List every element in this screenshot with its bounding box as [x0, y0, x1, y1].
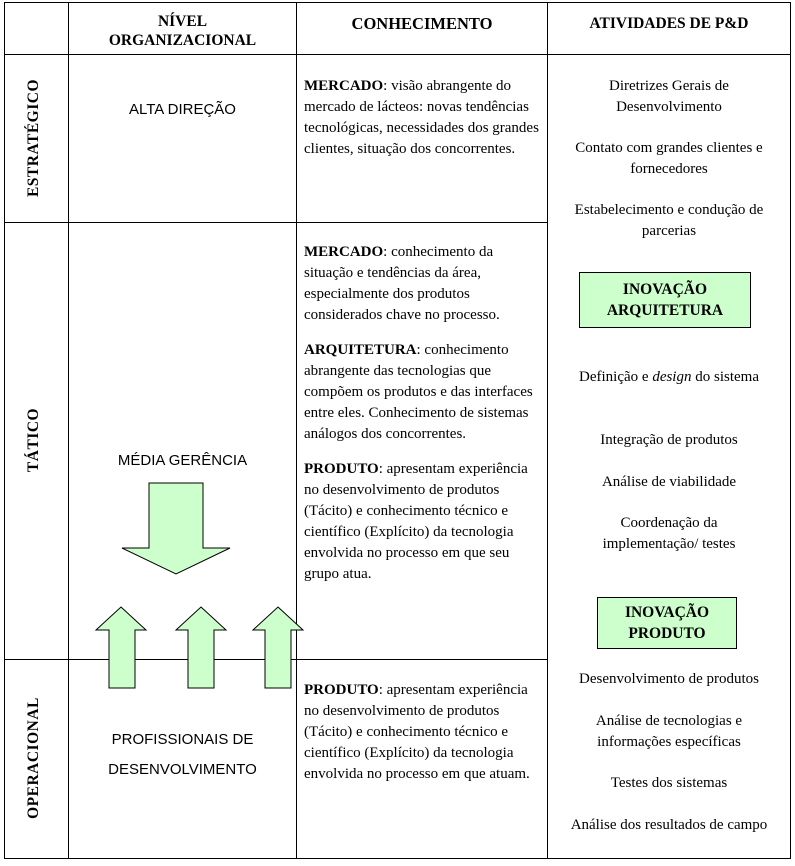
activity-coordenacao-text: Coordenação da implementação/ testes	[602, 515, 736, 552]
border-header-bottom	[4, 54, 791, 55]
border-right	[790, 2, 791, 859]
knowledge-produto1-label: PRODUTO	[304, 461, 379, 477]
activity-resultados-campo	[548, 815, 790, 836]
activity-contato	[548, 138, 790, 180]
activity-parcerias	[548, 200, 790, 242]
activity-contato-text: Contato com grandes clientes e fornecedores	[575, 140, 763, 177]
header-atividades-text: ATIVIDADES DE P&D	[589, 15, 749, 32]
org-profissionais-line1: PROFISSIONAIS DE	[111, 731, 254, 748]
activity-analise-tecnologias-text: Análise de tecnologias e informações específicas	[595, 713, 743, 750]
knowledge-mercado1-label: MERCADO	[304, 78, 384, 94]
knowledge-mercado2-label: MERCADO	[304, 244, 384, 260]
inovacao-produto-box	[597, 597, 737, 649]
inovacao-arquitetura-line2: ARQUITETURA	[606, 302, 724, 319]
activity-testes: Testes dos sistemas	[610, 775, 728, 791]
header-conhecimento	[297, 14, 547, 34]
knowledge-arquitetura-text: : conhecimento abrangente das tecnologias que compõem os produtos e das interfaces entre eles. Conhecimento de sistemas análogos dos concorrentes.	[304, 342, 533, 442]
inovacao-produto-line2: PRODUTO	[628, 625, 706, 642]
activity-definicao-pre: Definição e	[579, 369, 653, 385]
knowledge-mercado2-text: : conhecimento da situação e tendências da área, especialmente dos produtos considerados chave no processo.	[304, 244, 500, 323]
knowledge-estrategico	[304, 76, 542, 160]
level-tatico: TÁTICO	[25, 407, 42, 473]
knowledge-produto2-label: PRODUTO	[304, 682, 379, 698]
knowledge-produto1-text: : apresentam experiência no desenvolvimento de produtos (Tácito) e conhecimento técnico e científico (Explícito) da tecnologia envolvida no processo em que seu grupo atua.	[304, 461, 528, 582]
activity-parcerias-text: Estabelecimento e condução de parcerias	[574, 202, 764, 239]
header-nivel-text: NÍVEL ORGANIZACIONAL	[108, 13, 257, 49]
org-profissionais-line2: DESENVOLVIMENTO	[108, 761, 257, 778]
knowledge-produto1	[304, 459, 544, 585]
border-col2	[296, 2, 297, 859]
row-sep-estrategico	[4, 222, 547, 223]
border-top	[4, 2, 791, 3]
activity-diretrizes	[548, 76, 790, 118]
activity-integracao: Integração de produtos	[600, 432, 738, 448]
knowledge-operacional	[304, 680, 542, 785]
header-atividades	[548, 14, 790, 33]
inovacao-arquitetura-line1: INOVAÇÃO	[622, 281, 708, 298]
up-arrow-icon-middle	[176, 607, 226, 688]
knowledge-tatico	[304, 242, 544, 599]
border-left	[4, 2, 5, 859]
activity-definicao-post: do sistema	[691, 369, 759, 385]
knowledge-mercado1-text: : visão abrangente do mercado de lácteos: novas tendências tecnológicas, necessidades dos grandes clientes, situação dos concorrentes.	[304, 78, 539, 157]
knowledge-mercado2	[304, 242, 544, 326]
knowledge-arquitetura-label: ARQUITETURA	[304, 342, 417, 358]
level-estrategico: ESTRATÉGICO	[25, 78, 42, 198]
header-nivel	[69, 12, 296, 50]
org-media-gerencia: MÉDIA GERÊNCIA	[117, 452, 248, 469]
level-operacional: OPERACIONAL	[25, 697, 42, 819]
org-profissionais	[69, 725, 296, 785]
header-conhecimento-text: CONHECIMENTO	[351, 14, 493, 33]
knowledge-arquitetura	[304, 340, 544, 445]
inovacao-produto-line1: INOVAÇÃO	[624, 604, 710, 621]
activity-resultados-campo-text: Análise dos resultados de campo	[570, 817, 768, 833]
row-sep-tatico	[4, 659, 547, 660]
inovacao-arquitetura-box	[579, 272, 751, 328]
activity-analise-tecnologias	[548, 711, 790, 753]
knowledge-produto2-text: : apresentam experiência no desenvolvimento de produtos (Tácito) e conhecimento técnico e científico (Explícito) da tecnologia envolvida no processo em que atuam.	[304, 682, 530, 782]
activity-desenvolvimento: Desenvolvimento de produtos	[579, 671, 759, 687]
org-alta-direcao: ALTA DIREÇÃO	[129, 101, 236, 118]
activity-definicao-design	[548, 367, 790, 388]
activity-coordenacao	[548, 513, 790, 555]
activity-definicao-design-em: design	[652, 369, 692, 385]
activity-viabilidade: Análise de viabilidade	[601, 474, 737, 490]
activity-diretrizes-text: Diretrizes Gerais de Desenvolvimento	[609, 78, 729, 115]
up-arrow-icon-left	[96, 607, 146, 688]
down-arrow-icon	[122, 483, 230, 574]
border-bottom	[4, 858, 791, 859]
